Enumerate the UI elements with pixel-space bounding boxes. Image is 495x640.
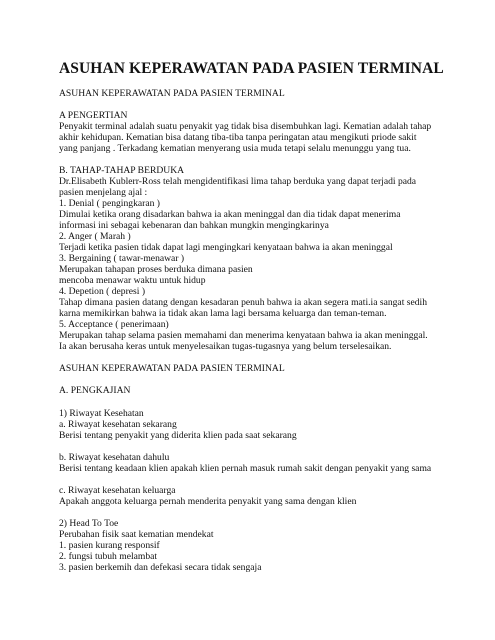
list-item: 4. Depetion ( depresi ) bbox=[59, 286, 146, 297]
list-item: 5. Acceptance ( penerimaan) bbox=[59, 319, 169, 330]
heading-pengertian: A PENGERTIAN bbox=[59, 110, 128, 121]
list-item: a. Riwayat kesehatan sekarang bbox=[59, 419, 177, 430]
list-item: 2. Anger ( Marah ) bbox=[59, 231, 131, 242]
list-item: c. Riwayat kesehatan keluarga bbox=[59, 485, 176, 496]
paragraph-line: karna memikirkan bahwa ia tidak akan lama lagi bersama keluarga dan teman-teman. bbox=[59, 308, 387, 319]
list-item: 3. Bergaining ( tawar-menawar ) bbox=[59, 253, 185, 264]
list-item: b. Riwayat kesehatan dahulu bbox=[59, 452, 170, 463]
paragraph-line: yang panjang . Terkadang kematian menyerang usia muda tetapi selalu menunggu yang tua. bbox=[59, 143, 411, 154]
document-title: ASUHAN KEPERAWATAN PADA PASIEN TERMINAL bbox=[59, 60, 444, 77]
paragraph-line: Merupakan tahapan proses berduka dimana pasien bbox=[59, 264, 253, 275]
paragraph-line: informasi ini sebagai kebenaran dan bahkan mungkin mengingkarinya bbox=[59, 220, 329, 231]
list-item: 2. fungsi tubuh melambat bbox=[59, 551, 158, 562]
paragraph-line: Dr.Elisabeth Kublerr-Ross telah mengidentifikasi lima tahap berduka yang dapat terjadi pada bbox=[59, 176, 417, 187]
paragraph-line: akhir kehidupan. Kematian bisa datang tiba-tiba tanpa peringatan atau mengikuti priode sakit bbox=[59, 132, 417, 143]
paragraph-line: Berisi tentang penyakit yang diderita klien pada saat sekarang bbox=[59, 430, 297, 441]
paragraph-line: mencoba menawar waktu untuk hidup bbox=[59, 275, 206, 286]
list-item: 3. pasien berkemih dan defekasi secara tidak sengaja bbox=[59, 562, 262, 573]
paragraph-line: Berisi tentang keadaan klien apakah klien pernah masuk rumah sakit dengan penyakit yang sama bbox=[59, 463, 432, 474]
paragraph-line: Terjadi ketika pasien tidak dapat lagi mengingkari kenyataan bahwa ia akan meninggal bbox=[59, 242, 393, 253]
paragraph-line: Apakah anggota keluarga pernah menderita penyakit yang sama dengan klien bbox=[59, 496, 357, 507]
heading-askep: ASUHAN KEPERAWATAN PADA PASIEN TERMINAL bbox=[59, 88, 285, 99]
list-item: 1. pasien kurang responsif bbox=[59, 540, 160, 551]
heading-tahap-berduka: B. TAHAP-TAHAP BERDUKA bbox=[59, 165, 185, 176]
paragraph-line: Tahap dimana pasien datang dengan kesadaran penuh bahwa ia akan segera mati.ia sangat sedih bbox=[59, 297, 428, 308]
subheading-head-to-toe: 2) Head To Toe bbox=[59, 518, 119, 529]
paragraph-line: pasien menjelang ajal : bbox=[59, 187, 148, 198]
list-item: 1. Denial ( pengingkaran ) bbox=[59, 198, 160, 209]
paragraph-line: Perubahan fisik saat kematian mendekat bbox=[59, 529, 214, 540]
heading-pengkajian: A. PENGKAJIAN bbox=[59, 385, 131, 396]
paragraph-line: Merupakan tahap selama pasien memahami dan menerima kenyataan bahwa ia akan meninggal. bbox=[59, 330, 428, 341]
subheading-riwayat: 1) Riwayat Kesehatan bbox=[59, 408, 144, 419]
heading-askep-2: ASUHAN KEPERAWATAN PADA PASIEN TERMINAL bbox=[59, 363, 285, 374]
paragraph-line: Dimulai ketika orang disadarkan bahwa ia akan meninggal dan dia tidak dapat menerima bbox=[59, 209, 401, 220]
paragraph-line: Ia akan berusaha keras untuk menyelesaikan tugas-tugasnya yang belum terselesaikan. bbox=[59, 341, 392, 352]
paragraph-line: Penyakit terminal adalah suatu penyakit yag tidak bisa disembuhkan lagi. Kematian adalah tahap bbox=[59, 121, 432, 132]
